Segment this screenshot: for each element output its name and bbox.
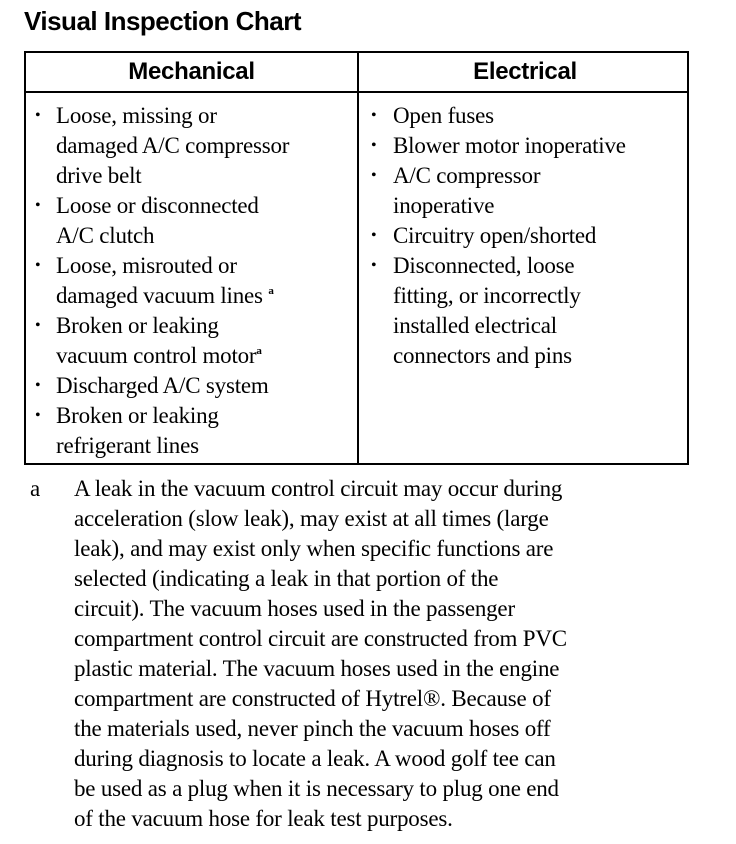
footnote-reference: a bbox=[256, 345, 262, 357]
mechanical-column bbox=[26, 53, 359, 463]
list-item-line: Loose or disconnected bbox=[56, 193, 259, 218]
list-item-line: Broken or leaking bbox=[56, 313, 219, 338]
footnote-line: acceleration (slow leak), may exist at all times (large bbox=[74, 506, 549, 531]
list-item-line: drive belt bbox=[56, 163, 142, 188]
mechanical-list bbox=[26, 93, 357, 461]
list-item-line: Loose, misrouted or bbox=[56, 253, 237, 278]
list-item-line: Discharged A/C system bbox=[56, 373, 269, 398]
bullet-icon: • bbox=[35, 377, 41, 394]
footnote-line: during diagnosis to locate a leak. A wood golf tee can bbox=[74, 746, 556, 771]
list-item bbox=[359, 161, 687, 221]
list-item-line: A/C clutch bbox=[56, 223, 155, 248]
list-item-line: damaged vacuum lines bbox=[56, 283, 269, 308]
list-item bbox=[359, 131, 687, 161]
bullet-icon: • bbox=[35, 107, 41, 124]
list-item-line: fitting, or incorrectly bbox=[393, 283, 581, 308]
list-item-line: Blower motor inoperative bbox=[393, 133, 626, 158]
footnote-line: compartment are constructed of Hytrel®. Because of bbox=[74, 686, 551, 711]
bullet-icon: • bbox=[35, 407, 41, 424]
list-item bbox=[359, 101, 687, 131]
bullet-icon: • bbox=[35, 197, 41, 214]
electrical-list bbox=[359, 93, 687, 371]
footnote-line: A leak in the vacuum control circuit may occur during bbox=[74, 476, 563, 501]
page-title: Visual Inspection Chart bbox=[24, 6, 301, 36]
list-item-line: Loose, missing or bbox=[56, 103, 217, 128]
list-item bbox=[26, 191, 357, 251]
list-item-line: Circuitry open/shorted bbox=[393, 223, 597, 248]
electrical-header: Electrical bbox=[359, 53, 687, 93]
footnote-text bbox=[74, 474, 690, 834]
footnote-line: leak), and may exist only when specific functions are bbox=[74, 536, 554, 561]
footnote-line: of the vacuum hose for leak test purposes. bbox=[74, 806, 453, 831]
list-item-line: Disconnected, loose bbox=[393, 253, 575, 278]
list-item-line: damaged A/C compressor bbox=[56, 133, 290, 158]
footnote-marker: a bbox=[30, 476, 41, 501]
list-item bbox=[26, 311, 357, 371]
list-item bbox=[26, 251, 357, 311]
list-item bbox=[26, 371, 357, 401]
footnote-line: the materials used, never pinch the vacuum hoses off bbox=[74, 716, 551, 741]
bullet-icon: • bbox=[371, 167, 377, 184]
list-item-line: Open fuses bbox=[393, 103, 494, 128]
electrical-column bbox=[359, 53, 687, 463]
footnote-line: circuit). The vacuum hoses used in the passenger bbox=[74, 596, 515, 621]
list-item bbox=[26, 101, 357, 191]
list-item bbox=[359, 251, 687, 371]
footnote-line: plastic material. The vacuum hoses used in the engine bbox=[74, 656, 560, 681]
bullet-icon: • bbox=[371, 137, 377, 154]
footnote-line: be used as a plug when it is necessary to plug one end bbox=[74, 776, 559, 801]
bullet-icon: • bbox=[371, 227, 377, 244]
list-item-line: connectors and pins bbox=[393, 343, 572, 368]
list-item bbox=[26, 401, 357, 461]
list-item-line: refrigerant lines bbox=[56, 433, 199, 458]
inspection-table bbox=[24, 51, 689, 465]
list-item-line: vacuum control motor bbox=[56, 343, 257, 368]
list-item-line: Broken or leaking bbox=[56, 403, 219, 428]
footnote-reference: a bbox=[268, 285, 274, 297]
list-item bbox=[359, 221, 687, 251]
bullet-icon: • bbox=[371, 257, 377, 274]
footnote-line: compartment control circuit are constructed from PVC bbox=[74, 626, 567, 651]
bullet-icon: • bbox=[35, 317, 41, 334]
bullet-icon: • bbox=[371, 107, 377, 124]
bullet-icon: • bbox=[35, 257, 41, 274]
list-item-line: installed electrical bbox=[393, 313, 557, 338]
list-item-line: inoperative bbox=[393, 193, 495, 218]
footnote-line: selected (indicating a leak in that portion of the bbox=[74, 566, 499, 591]
mechanical-header: Mechanical bbox=[26, 53, 357, 93]
list-item-line: A/C compressor bbox=[393, 163, 541, 188]
